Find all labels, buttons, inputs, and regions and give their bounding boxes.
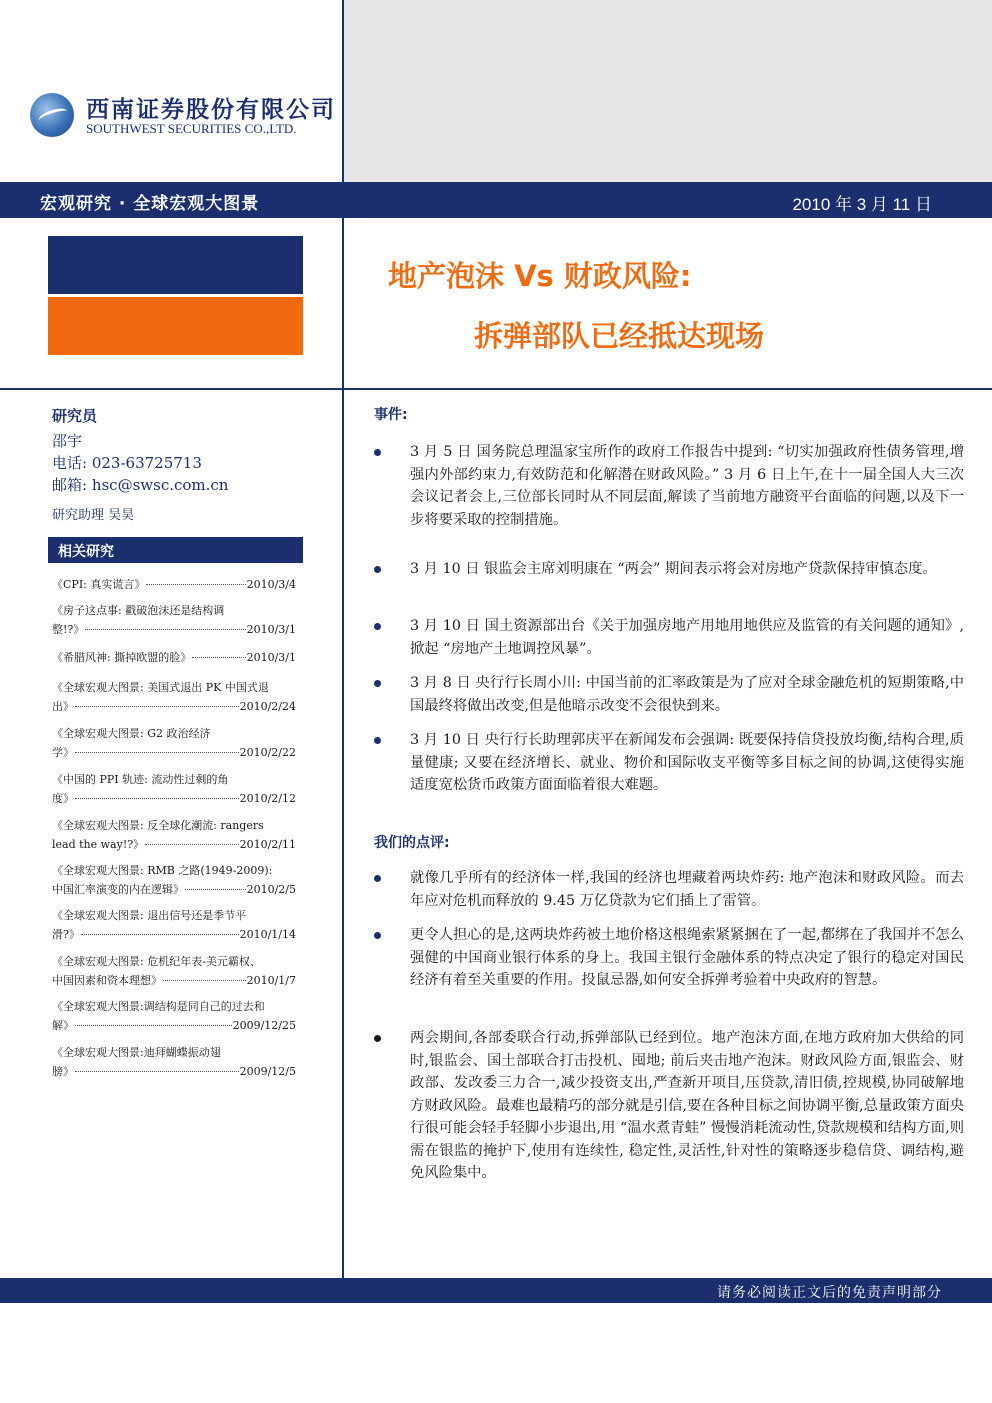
related-research-row (52, 880, 296, 899)
dotted-leader (81, 934, 239, 935)
company-name-cn: 西南证券股份有限公司 (86, 97, 336, 123)
related-research-row (52, 697, 296, 716)
related-research-item[interactable] (52, 575, 296, 594)
related-research-title-line: 《全球宏观大图景: 危机纪年表-美元霸权、 (52, 955, 261, 968)
dotted-leader (75, 1071, 239, 1072)
related-research-date: 2010/3/4 (246, 578, 296, 591)
related-research-row (52, 620, 296, 639)
decor-blue-block (48, 236, 303, 294)
dotted-leader (75, 706, 239, 707)
related-research-item[interactable] (52, 816, 296, 854)
related-research-title-line: 《全球宏观大图景:迪拜蝴蝶振动翅 (52, 1046, 221, 1059)
related-research-title-end: 中国汇率演变的内在逻辑》 (52, 883, 184, 896)
related-research-row (52, 1062, 296, 1081)
related-research-title-end: 《希腊风神: 撕掉欧盟的脸》 (52, 651, 192, 664)
dotted-leader (192, 657, 245, 658)
related-research-title-end: 解》 (52, 1019, 74, 1032)
dotted-leader (85, 629, 245, 630)
related-research-title-line: 《全球宏观大图景: 退出信号还是季节平 (52, 909, 247, 922)
related-research-date: 2009/12/25 (232, 1019, 296, 1032)
related-research-date: 2010/2/22 (239, 746, 296, 759)
related-research-title-end: 膀》 (52, 1065, 74, 1078)
related-research-title-line: 《全球宏观大图景: G2 政治经济 (52, 727, 211, 740)
related-research-item[interactable] (52, 861, 296, 899)
events-item-text: 3 月 10 日 银监会主席刘明康在 “两会” 期间表示将会对房地产贷款保持审慎态度。 (410, 561, 937, 577)
globe-icon (30, 93, 74, 137)
report-section: 宏观研究 · 全球宏观大图景 (40, 194, 260, 214)
events-item-text: 3 月 10 日 国土资源部出台《关于加强房地产用地用地供应及监管的有关问题的通知》,掀起 “房地产土地调控风暴”。 (410, 618, 964, 657)
footer (0, 1280, 992, 1305)
company-name-en: SOUTHWEST SECURITIES CO.,LTD. (86, 121, 297, 136)
dotted-leader (75, 1025, 232, 1026)
research-assistant: 研究助理 吴昊 (52, 508, 135, 523)
comments-item-text: 更令人担心的是,这两块炸药被土地价格这根绳索紧紧捆在了一起,都绑在了我国并不怎么强健的中国商业银行体系的身上。我国主银行金融体系的特点决定了银行的稳定对国民经济有着至关重要的作用。投鼠忌器,如何安全拆弹考验着中央政府的智慧。 (410, 927, 964, 988)
related-research-heading (48, 537, 303, 563)
related-research-title-end: 《CPI: 真实谎言》 (52, 578, 146, 591)
related-research-date: 2010/2/24 (239, 700, 296, 713)
analyst-phone: 电话: 023-63725713 (52, 454, 202, 472)
related-research-title-end: 中国因素和资本理想》 (52, 974, 162, 987)
related-research-row (52, 971, 296, 990)
bullet-icon (374, 680, 381, 687)
related-research-date: 2010/2/5 (246, 883, 296, 896)
header-right-panel (343, 0, 992, 182)
related-research-title-end: 学》 (52, 746, 74, 759)
report-date: 2010 年 3 月 11 日 (792, 195, 932, 214)
related-research-item[interactable] (52, 770, 296, 808)
events-item-text: 3 月 10 日 央行行长助理郭庆平在新闻发布会强调: 既要保持信贷投放均衡,结构合理,质量健康; 又要在经济增长、就业、物价和国际收支平衡等多目标之间的协调,这使得实施适度宽松货币政策方面面临着很大难题。 (410, 732, 964, 793)
comments-item-text: 两会期间,各部委联合行动,拆弹部队已经到位。地产泡沫方面,在地方政府加大供给的同时,银监会、国土部联合打击投机、囤地; 前后夹击地产泡沫。财政风险方面,银监会、财政部、发改委三力合一,减少投资支出,严查新开项目,压贷款,清旧债,控规模,协同破解地方财政风险。最难也最精巧的部分就是引信,要在各种目标之间协调平衡,总量政策方面央行很可能会轻手轻脚小步退出,用 “温水煮青蛙” 慢慢消耗流动性,贷款规模和结构方面,则需在银监的掩护下,使用有连续性, 稳定性,灵活性,针对性的策略逐步稳信贷、调结构,避免风险集中。 (410, 1030, 964, 1181)
related-research-title-line: 《全球宏观大图景: RMB 之路(1949-2009): (52, 864, 273, 877)
related-research-title-line: 《全球宏观大图景:调结构是同自己的过去和 (52, 1000, 265, 1013)
dotted-leader (75, 798, 239, 799)
related-research-row (52, 575, 296, 594)
related-research-date: 2009/12/5 (239, 1065, 296, 1078)
dotted-leader (75, 752, 239, 753)
related-research-item[interactable] (52, 678, 296, 716)
related-research-row (52, 1016, 296, 1035)
bullet-icon (374, 566, 381, 573)
related-research-title: 相关研究 (58, 544, 114, 560)
horizontal-divider (0, 388, 992, 390)
related-research-item[interactable] (52, 906, 296, 944)
dotted-leader (163, 980, 246, 981)
related-research-title-end: 整!?》 (52, 623, 85, 636)
related-research-date: 2010/2/12 (239, 792, 296, 805)
analyst-name: 邵宇 (52, 432, 83, 450)
bullet-icon (374, 737, 381, 744)
related-research-item[interactable] (52, 1043, 296, 1081)
related-research-item[interactable] (52, 601, 296, 639)
bullet-icon (374, 623, 381, 630)
events-item-text: 3 月 5 日 国务院总理温家宝所作的政府工作报告中提到: “切实加强政府性债务管理,增强内外部约束力,有效防范和化解潜在财政风险。” 3 月 6 日上午,在十一届全国人大三次会议记者会上,三位部长同时从不同层面,解读了当前地方融资平台面临的问题,以及下一步将要采取的控制措施。 (410, 444, 964, 528)
report-title-line2: 拆弹部队已经抵达现场 (474, 319, 765, 353)
report-title-line1: 地产泡沫 Vs 财政风险: (388, 259, 692, 293)
section-bar (0, 182, 992, 218)
events-heading: 事件: (374, 407, 408, 423)
related-research-title-end: 滑?》 (52, 928, 80, 941)
related-research-item[interactable] (52, 997, 296, 1035)
related-research-date: 2010/1/14 (239, 928, 296, 941)
comments-heading: 我们的点评: (374, 835, 450, 851)
disclaimer-text[interactable]: 请务必阅读正文后的免责声明部分 (717, 1285, 942, 1301)
related-research-date: 2010/3/1 (246, 651, 296, 664)
related-research-row (52, 835, 296, 854)
analyst-email[interactable]: 邮箱: hsc@swsc.com.cn (52, 476, 229, 494)
related-research-row (52, 789, 296, 808)
decor-orange-block (48, 297, 303, 355)
related-research-date: 2010/1/7 (246, 974, 296, 987)
related-research-title-end: 度》 (52, 792, 74, 805)
related-research-row (52, 648, 296, 667)
related-research-item[interactable] (52, 648, 296, 667)
analyst-label: 研究员 (52, 407, 98, 425)
related-research-title-line: 《中国的 PPI 轨迹: 流动性过剩的角 (52, 773, 229, 786)
dotted-leader (185, 889, 246, 890)
dotted-leader (146, 584, 245, 585)
events-item-text: 3 月 8 日 央行行长周小川: 中国当前的汇率政策是为了应对全球金融危机的短期策略,中国最终将做出改变,但是他暗示改变不会很快到来。 (410, 675, 964, 714)
related-research-row (52, 743, 296, 762)
related-research-title-line: 《全球宏观大图景: 反全球化潮流: rangers (52, 819, 264, 832)
related-research-item[interactable] (52, 724, 296, 762)
bullet-icon (374, 932, 381, 939)
bullet-icon (374, 449, 381, 456)
related-research-item[interactable] (52, 952, 296, 990)
related-research-title-line: 《房子这点事: 戳破泡沫还是结构调 (52, 604, 225, 617)
related-research-title-line: 《全球宏观大图景: 美国式退出 PK 中国式退 (52, 681, 269, 694)
dotted-leader (145, 844, 238, 845)
bullet-icon (374, 875, 381, 882)
bullet-icon (374, 1035, 381, 1042)
related-research-row (52, 925, 296, 944)
related-research-title-end: 出》 (52, 700, 74, 713)
related-research-date: 2010/2/11 (239, 838, 296, 851)
related-research-title-end: lead the way!?》 (52, 838, 145, 851)
comments-item-text: 就像几乎所有的经济体一样,我国的经济也埋藏着两块炸药: 地产泡沫和财政风险。而去年应对危机而释放的 9.45 万亿贷款为它们插上了雷管。 (410, 870, 964, 909)
related-research-date: 2010/3/1 (246, 623, 296, 636)
